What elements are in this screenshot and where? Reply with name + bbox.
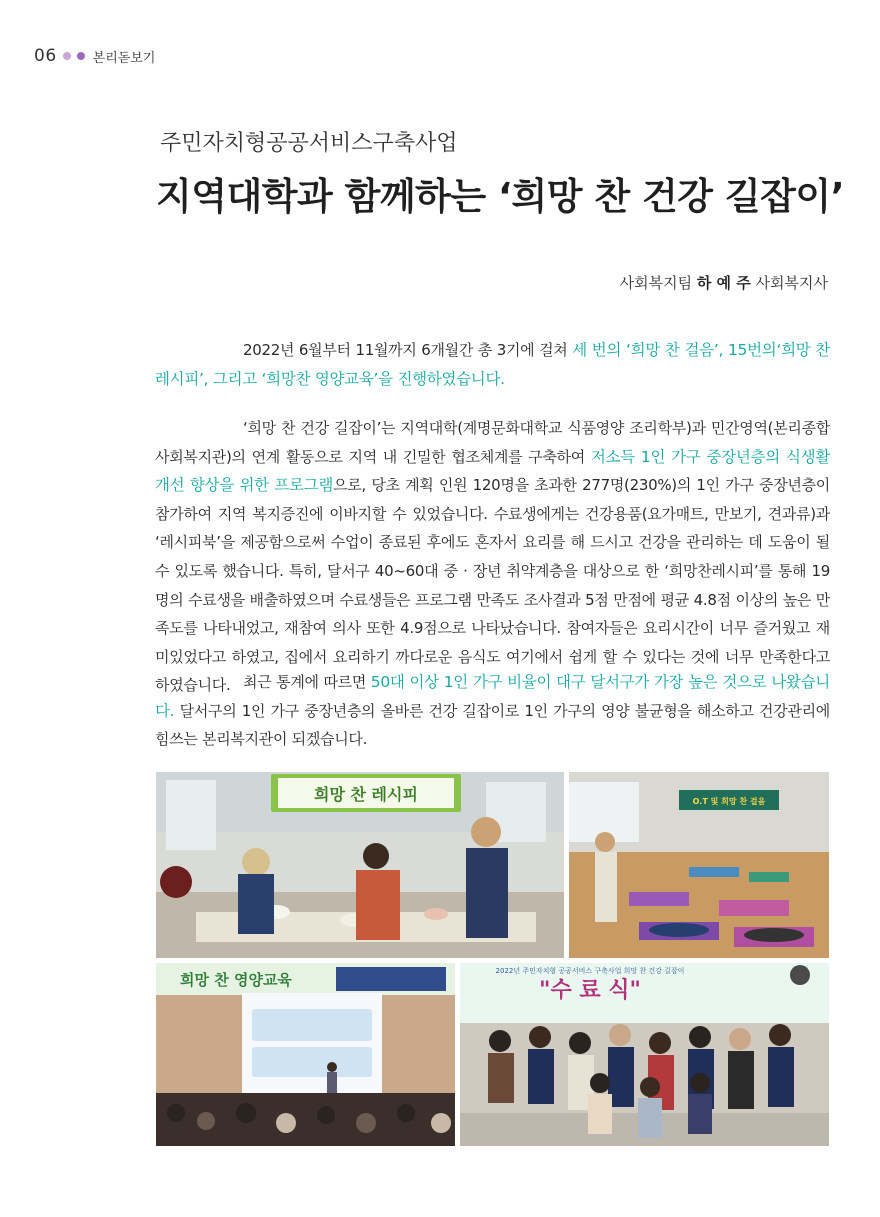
page-header <box>34 46 155 66</box>
byline <box>620 272 828 293</box>
bullet-dot-icon <box>63 52 71 60</box>
photo-graduation-ceremony <box>460 963 829 1146</box>
banner-yoga-text: O.T 및 희망 찬 걸음 <box>692 797 766 806</box>
banner-graduation-text: "수 료 식" <box>539 978 641 1003</box>
article-subtitle: 주민자치형공공서비스구축사업 <box>160 131 458 156</box>
paragraph-text: ‘희망 찬 건강 길잡이’는 지역대학(계명문화대학교 식품영양 조리학부)과 민간영역(본리종합사회복지관)의 연계 활동으로 지역 내 긴밀한 협조체계를 구축하여 <box>155 419 830 466</box>
byline-name: 하 예 주 <box>696 274 751 292</box>
banner-graduation-top-text: 2022년 주민자치형 공공서비스 구축사업 희망 찬 건강 길잡이 <box>495 967 685 975</box>
section-name: 본리돋보기 <box>92 50 156 66</box>
article-title: 지역대학과 함께하는 ‘희망 찬 건강 길잡이’ <box>156 175 845 218</box>
paragraph-text: 으로, 당초 계획 인원 120명을 초과한 277명(230%)의 1인 가구 중장년층이 참가하여 지역 복지증진에 이바지할 수 있었습니다. 수료생에게는 건강용품(요가매트, 만보기, 견과류)과 ‘레시피북’을 제공함으로써 수업이 종료된 후에도 혼자서 요리를 해 드시고 건강을 관리하는 데 도움이 될 수 있도록 했습니다. 특히, 달서구 40~60대 중 · 장년 취약계층을 대상으로 한 ‘희망찬레시피’를 통해 19명의 수료생을 배출하였으며 수료생들은 프로그램 만족도 조사결과 5점 만점에 평균 4.8점 이상의 높은 만족도를 나타내었고, 재참여 의사 또한 4.9점으로 나타났습니다. 참여자들은 요리시간이 너무 즐거웠고 재미있었다고 하였고, 집에서 요리하기 까다로운 음식도 여기에서 쉽게 할 수 있다는 것에 너무 만족한다고 하였습니다. <box>155 476 830 695</box>
highlight-text: 저소득 1인 가구 중장년층의 식생활 개선 향상을 위한 프로그램 <box>155 447 830 495</box>
paragraph-body <box>155 414 830 700</box>
photo-yoga-session <box>569 772 829 958</box>
byline-team: 사회복지팀 <box>619 274 693 292</box>
banner-lecture-text: 희망 찬 영양교육 <box>180 971 292 989</box>
photo-nutrition-lecture <box>156 963 455 1146</box>
paragraph-intro <box>155 336 830 393</box>
paragraph-text: 최근 통계에 따르면 <box>243 673 371 691</box>
paragraph-text: 2022년 6월부터 11월까지 6개월간 총 3기에 걸쳐 <box>243 341 573 359</box>
byline-role: 사회복지사 <box>755 274 828 292</box>
photo-cooking-class <box>156 772 564 958</box>
paragraph-text: 달서구의 1인 가구 중장년층의 올바른 건강 길잡이로 1인 가구의 영양 불균형을 해소하고 건강관리에 힘쓰는 본리복지관이 되겠습니다. <box>155 701 830 749</box>
paragraph-conclusion <box>155 668 830 754</box>
highlight-text: 50대 이상 1인 가구 비율이 대구 달서구가 가장 높은 것으로 나왔습니다. <box>155 673 830 720</box>
page-number: 06 <box>34 46 57 66</box>
bullet-dot-icon <box>77 52 85 60</box>
banner-cooking-text: 희망 찬 레시피 <box>314 785 418 804</box>
highlight-text: 세 번의 ‘희망 찬 걸음’, 15번의‘희망 찬 레시피’, 그리고 ‘희망찬 영양교육’을 진행하였습니다. <box>155 341 830 388</box>
